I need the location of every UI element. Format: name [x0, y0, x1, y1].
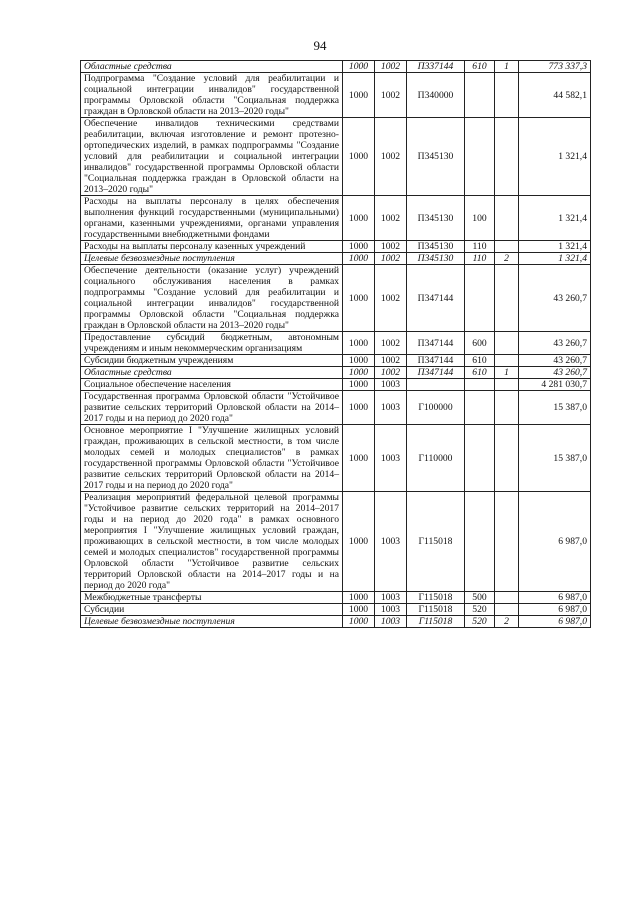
row-funding-source-cell	[495, 241, 519, 253]
row-subsection-cell: 1002	[375, 196, 407, 241]
row-target-article-cell: П345130	[407, 118, 465, 196]
row-target-article-cell: П345130	[407, 196, 465, 241]
table-row	[81, 604, 591, 616]
row-subsection-cell: 1003	[375, 604, 407, 616]
row-subsection-cell: 1002	[375, 332, 407, 355]
row-funding-source-cell	[495, 73, 519, 118]
row-amount-cell: 6 987,0	[519, 592, 591, 604]
row-funding-source-cell	[495, 592, 519, 604]
row-expense-type-cell	[465, 379, 495, 391]
row-subsection-cell: 1002	[375, 265, 407, 332]
table-row	[81, 61, 591, 73]
row-name-cell: Целевые безвозмездные поступления	[81, 253, 343, 265]
row-subsection-cell: 1003	[375, 492, 407, 592]
row-section-cell: 1000	[343, 492, 375, 592]
row-name-cell: Подпрограмма "Создание условий для реабилитации и социальной интеграции инвалидов" государственной программы Орловской области "Социальная поддержка граждан в Орловской области на 2013–2020 годы"	[81, 73, 343, 118]
row-expense-type-cell: 110	[465, 253, 495, 265]
row-target-article-cell: П337144	[407, 61, 465, 73]
table-row	[81, 391, 591, 425]
row-target-article-cell: П345130	[407, 241, 465, 253]
row-funding-source-cell	[495, 265, 519, 332]
table-row	[81, 332, 591, 355]
row-funding-source-cell	[495, 391, 519, 425]
row-name-cell: Обеспечение деятельности (оказание услуг) учреждений социального обслуживания населения в рамках подпрограммы "Создание условий для реабилитации и социальной интеграции инвалидов" государственной программы Орловской области "Социальная поддержка граждан в Орловской области на 2013–2020 годы"	[81, 265, 343, 332]
budget-table-body	[81, 61, 591, 628]
row-name-cell: Областные средства	[81, 367, 343, 379]
row-name-cell: Социальное обеспечение населения	[81, 379, 343, 391]
row-funding-source-cell	[495, 492, 519, 592]
row-amount-cell: 43 260,7	[519, 265, 591, 332]
row-expense-type-cell	[465, 492, 495, 592]
row-name-cell: Реализация мероприятий федеральной целевой программы "Устойчивое развитие сельских территорий на 2014–2017 годы и на период до 2020 года" в рамках основного мероприятия I "Улучшение жилищных условий граждан, проживающих в сельской местности, в том числе молодых семей и молодых специалистов" государственной программы Орловской области "Устойчивое развитие сельских территорий Орловской области на 2014–2017 годы и на период до 2020 года"	[81, 492, 343, 592]
row-expense-type-cell	[465, 391, 495, 425]
row-subsection-cell: 1003	[375, 592, 407, 604]
row-name-cell: Расходы на выплаты персоналу казенных учреждений	[81, 241, 343, 253]
row-funding-source-cell	[495, 355, 519, 367]
row-section-cell: 1000	[343, 616, 375, 628]
table-row	[81, 379, 591, 391]
row-funding-source-cell	[495, 118, 519, 196]
page-number: 94	[313, 38, 327, 53]
row-subsection-cell: 1002	[375, 253, 407, 265]
row-funding-source-cell: 1	[495, 367, 519, 379]
row-expense-type-cell: 100	[465, 196, 495, 241]
row-funding-source-cell	[495, 332, 519, 355]
row-section-cell: 1000	[343, 73, 375, 118]
row-amount-cell: 15 387,0	[519, 425, 591, 492]
row-subsection-cell: 1003	[375, 425, 407, 492]
row-target-article-cell: П347144	[407, 355, 465, 367]
row-subsection-cell: 1003	[375, 391, 407, 425]
row-expense-type-cell: 520	[465, 616, 495, 628]
row-amount-cell: 43 260,7	[519, 367, 591, 379]
row-subsection-cell: 1002	[375, 61, 407, 73]
row-expense-type-cell: 600	[465, 332, 495, 355]
row-target-article-cell: Г100000	[407, 391, 465, 425]
row-subsection-cell: 1002	[375, 118, 407, 196]
table-row	[81, 425, 591, 492]
row-name-cell: Субсидии бюджетным учреждениям	[81, 355, 343, 367]
row-section-cell: 1000	[343, 355, 375, 367]
row-funding-source-cell	[495, 425, 519, 492]
row-expense-type-cell	[465, 118, 495, 196]
row-section-cell: 1000	[343, 592, 375, 604]
table-row	[81, 241, 591, 253]
row-section-cell: 1000	[343, 379, 375, 391]
row-amount-cell: 6 987,0	[519, 492, 591, 592]
row-funding-source-cell: 2	[495, 253, 519, 265]
row-target-article-cell: П340000	[407, 73, 465, 118]
row-funding-source-cell	[495, 379, 519, 391]
row-name-cell: Субсидии	[81, 604, 343, 616]
row-target-article-cell: П347144	[407, 332, 465, 355]
row-amount-cell: 1 321,4	[519, 118, 591, 196]
row-section-cell: 1000	[343, 425, 375, 492]
row-section-cell: 1000	[343, 253, 375, 265]
row-target-article-cell: Г115018	[407, 604, 465, 616]
row-amount-cell: 1 321,4	[519, 253, 591, 265]
budget-table	[80, 60, 591, 628]
row-section-cell: 1000	[343, 118, 375, 196]
row-expense-type-cell: 520	[465, 604, 495, 616]
row-name-cell: Расходы на выплаты персоналу в целях обеспечения выполнения функций государственными (муниципальными) органами, казенными учреждениями, органами управления государственными внебюджетными фондами	[81, 196, 343, 241]
table-row	[81, 265, 591, 332]
table-row	[81, 592, 591, 604]
row-amount-cell: 15 387,0	[519, 391, 591, 425]
table-row	[81, 616, 591, 628]
row-name-cell: Основное мероприятие I "Улучшение жилищных условий граждан, проживающих в сельской местности, в том числе молодых семей и молодых специалистов" в рамках государственной программы Орловской области "Устойчивое развитие сельских территорий Орловской области на 2014–2017 годы и на период до 2020 года"	[81, 425, 343, 492]
table-row	[81, 253, 591, 265]
table-row	[81, 73, 591, 118]
row-target-article-cell: Г115018	[407, 592, 465, 604]
row-amount-cell: 43 260,7	[519, 332, 591, 355]
row-expense-type-cell: 500	[465, 592, 495, 604]
row-target-article-cell: П347144	[407, 265, 465, 332]
row-expense-type-cell: 110	[465, 241, 495, 253]
row-subsection-cell: 1002	[375, 241, 407, 253]
row-name-cell: Государственная программа Орловской области "Устойчивое развитие сельских территорий Орловской области на 2014–2017 годы и на период до 2020 года"	[81, 391, 343, 425]
table-row	[81, 118, 591, 196]
row-subsection-cell: 1002	[375, 367, 407, 379]
row-target-article-cell: Г115018	[407, 616, 465, 628]
row-expense-type-cell: 610	[465, 61, 495, 73]
row-section-cell: 1000	[343, 61, 375, 73]
row-name-cell: Предоставление субсидий бюджетным, автономным учреждениям и иным некоммерческим организациям	[81, 332, 343, 355]
table-row	[81, 196, 591, 241]
row-target-article-cell: Г110000	[407, 425, 465, 492]
row-expense-type-cell	[465, 425, 495, 492]
row-section-cell: 1000	[343, 196, 375, 241]
row-section-cell: 1000	[343, 332, 375, 355]
row-name-cell: Областные средства	[81, 61, 343, 73]
row-funding-source-cell: 2	[495, 616, 519, 628]
row-section-cell: 1000	[343, 241, 375, 253]
row-funding-source-cell	[495, 196, 519, 241]
row-target-article-cell: П345130	[407, 253, 465, 265]
row-amount-cell: 44 582,1	[519, 73, 591, 118]
row-section-cell: 1000	[343, 391, 375, 425]
row-amount-cell: 6 987,0	[519, 604, 591, 616]
row-section-cell: 1000	[343, 265, 375, 332]
row-subsection-cell: 1003	[375, 379, 407, 391]
row-amount-cell: 6 987,0	[519, 616, 591, 628]
row-funding-source-cell	[495, 604, 519, 616]
row-amount-cell: 1 321,4	[519, 241, 591, 253]
row-section-cell: 1000	[343, 604, 375, 616]
row-amount-cell: 1 321,4	[519, 196, 591, 241]
table-row	[81, 367, 591, 379]
row-subsection-cell: 1003	[375, 616, 407, 628]
row-expense-type-cell	[465, 73, 495, 118]
row-funding-source-cell: 1	[495, 61, 519, 73]
row-target-article-cell: П347144	[407, 367, 465, 379]
row-name-cell: Целевые безвозмездные поступления	[81, 616, 343, 628]
row-amount-cell: 773 337,3	[519, 61, 591, 73]
row-target-article-cell: Г115018	[407, 492, 465, 592]
row-name-cell: Межбюджетные трансферты	[81, 592, 343, 604]
row-section-cell: 1000	[343, 367, 375, 379]
row-expense-type-cell: 610	[465, 367, 495, 379]
row-target-article-cell	[407, 379, 465, 391]
table-row	[81, 492, 591, 592]
row-subsection-cell: 1002	[375, 73, 407, 118]
table-row	[81, 355, 591, 367]
row-expense-type-cell	[465, 265, 495, 332]
row-name-cell: Обеспечение инвалидов техническими средствами реабилитации, включая изготовление и ремонт протезно-ортопедических изделий, в рамках подпрограммы "Создание условий для реабилитации и социальной интеграции инвалидов" государственной программы Орловской области "Социальная поддержка граждан в Орловской области на 2013–2020 годы"	[81, 118, 343, 196]
row-subsection-cell: 1002	[375, 355, 407, 367]
row-amount-cell: 4 281 030,7	[519, 379, 591, 391]
row-amount-cell: 43 260,7	[519, 355, 591, 367]
row-expense-type-cell: 610	[465, 355, 495, 367]
